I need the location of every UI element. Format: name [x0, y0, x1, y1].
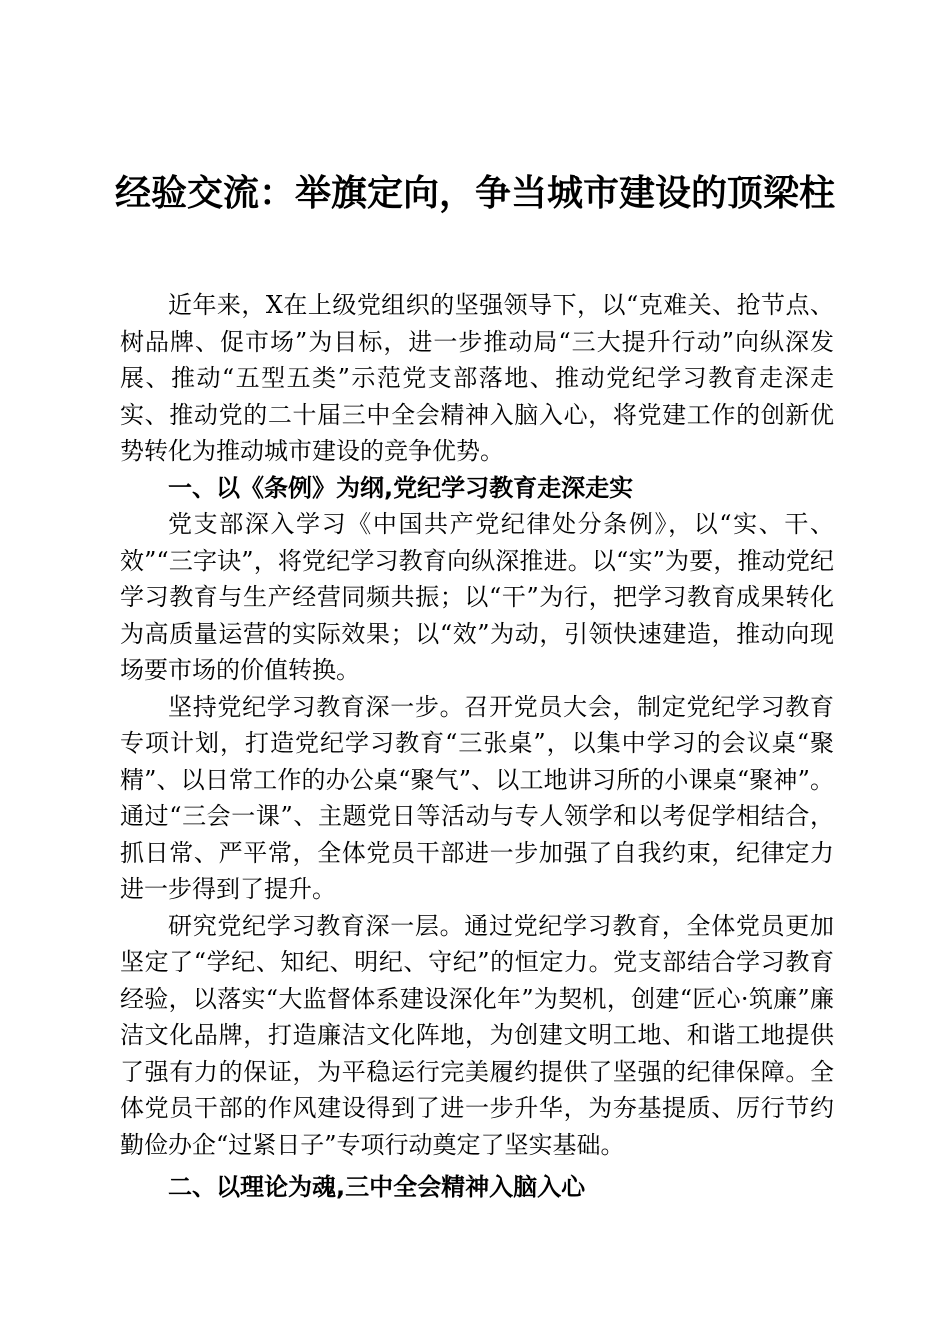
- section-1-paragraph-2: 坚持党纪学习教育深一步。召开党员大会，制定党纪学习教育专项计划，打造党纪学习教育“三张桌”，以集中学习的会议桌“聚精”、以日常工作的办公桌“聚气”、以工地讲习所的小课桌“聚神”。通过“三会一课”、主题党日等活动与专人领学和以考促学相结合，抓日常、严平常，全体党员干部进一步加强了自我约束，纪律定力进一步得到了提升。: [120, 692, 834, 903]
- section-1-paragraph-3: 研究党纪学习教育深一层。通过党纪学习教育，全体党员更加坚定了“学纪、知纪、明纪、守纪”的恒定力。党支部结合学习教育经验，以落实“大监督体系建设深化年”为契机，创建“匠心·筑廉”廉洁文化品牌，打造廉洁文化阵地，为创建文明工地、和谐工地提供了强有力的保证，为平稳运行完美履约提供了坚强的纪律保障。全体党员干部的作风建设得到了进一步升华，为夯基提质、厉行节约勤俭办企“过紧日子”专项行动奠定了坚实基础。: [120, 911, 834, 1159]
- section-1-paragraph-1: 党支部深入学习《中国共产党纪律处分条例》，以“实、干、效”“三字诀”，将党纪学习教育向纵深推进。以“实”为要，推动党纪学习教育与生产经营同频共振；以“干”为行，把学习教育成果转化为高质量运营的实际效果；以“效”为动，引领快速建造，推动向现场要市场的价值转换。: [120, 510, 834, 684]
- intro-paragraph: 近年来，X在上级党组织的坚强领导下，以“克难关、抢节点、树品牌、促市场”为目标，进一步推动局“三大提升行动”向纵深发展、推动“五型五类”示范党支部落地、推动党纪学习教育走深走实、推动党的二十届三中全会精神入脑入心，将党建工作的创新优势转化为推动城市建设的竞争优势。: [120, 291, 834, 465]
- document-body: [120, 287, 834, 1206]
- document-title: 经验交流：举旗定向，争当城市建设的顶梁柱: [114, 172, 835, 214]
- section-1-heading: 一、以《条例》为纲,党纪学习教育走深走实: [168, 473, 634, 502]
- section-2-heading: 二、以理论为魂,三中全会精神入脑入心: [168, 1173, 586, 1201]
